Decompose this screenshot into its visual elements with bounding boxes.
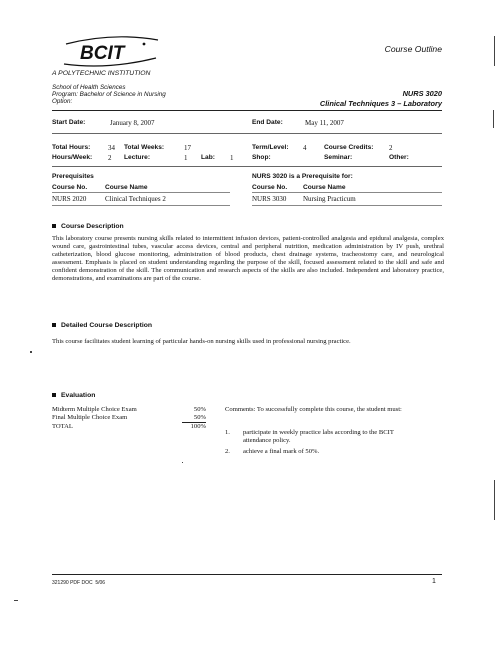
section-bullet-icon xyxy=(52,224,56,228)
eval-item-number: 2. xyxy=(225,448,230,455)
tagline: A POLYTECHNIC INSTITUTION xyxy=(52,70,151,77)
term-level-value: 4 xyxy=(303,144,307,152)
eval-row-midterm-label: Midterm Multiple Choice Exam xyxy=(52,406,137,413)
footer-divider xyxy=(52,574,442,575)
eval-comments-intro: Comments: To successfully complete this course, the student must: xyxy=(225,406,402,413)
prereq-course-no-header: Course No. xyxy=(52,184,88,191)
eval-row-total-label: TOTAL xyxy=(52,423,73,430)
course-description-text: This laboratory course presents nursing skills related to intermittent infusion devices, patient-controlled analgesia and epidural analgesia, complex wound care, gastrointestinal tubes, vascular access devices, central and peripheral nutrition, medication administration by IV push, urethral catheterization, blood glucose monitoring, administration of blood products, chest drainage systems, tracheostomy care, and neurological assessment. Emphasis is placed on student understanding regarding the purpose of the skill, focused assessment related to the skill and safe and confident demonstration of the skill. The communication and research aspects of the skills are also included. Independent and laboratory practice, demonstrations, and examinations are part of the course. xyxy=(52,235,444,283)
hours-week-label: Hours/Week: xyxy=(52,154,93,161)
prerequisites-title: Prerequisites xyxy=(52,173,94,180)
header-divider xyxy=(52,110,442,111)
section-bullet-icon xyxy=(52,323,56,327)
shop-label: Shop: xyxy=(252,154,271,161)
scan-speck xyxy=(30,351,32,353)
eval-item-text: participate in weekly practice labs according to the BCIT attendance policy. xyxy=(243,429,394,444)
lab-label: Lab: xyxy=(201,154,215,161)
eval-item-number: 1. xyxy=(225,429,230,436)
scan-speck xyxy=(14,600,18,601)
course-credits-label: Course Credits: xyxy=(324,144,374,151)
prereq-for-course-name: Nursing Practicum xyxy=(303,195,356,203)
program-name: Program: Bachelor of Science in Nursing xyxy=(52,91,166,98)
hours-divider xyxy=(52,166,442,167)
eval-row-final-value: 50% xyxy=(193,414,206,421)
scan-speck xyxy=(182,462,183,463)
prereq-course-no: NURS 2020 xyxy=(52,195,87,203)
scan-edge-mark xyxy=(493,110,494,128)
logo-text: BCIT xyxy=(80,43,125,64)
scan-edge-mark xyxy=(494,36,495,66)
prereq-course-name: Clinical Techniques 2 xyxy=(105,195,166,203)
course-credits-value: 2 xyxy=(389,144,393,152)
end-date-value: May 11, 2007 xyxy=(305,119,344,127)
evaluation-heading: Evaluation xyxy=(52,392,95,399)
prereq-for-course-no: NURS 3030 xyxy=(252,195,287,203)
course-title: Clinical Techniques 3 – Laboratory xyxy=(319,99,442,108)
term-level-label: Term/Level: xyxy=(252,144,289,151)
section-bullet-icon xyxy=(52,393,56,397)
footer-doc-id: 321290 PDF DOC 5/06 xyxy=(52,580,106,586)
eval-row-midterm-value: 50% xyxy=(193,406,206,413)
total-hours-label: Total Hours: xyxy=(52,144,91,151)
prereq-bottom-rule xyxy=(52,205,230,206)
hours-week-value: 2 xyxy=(108,154,112,162)
eval-row-total-value: 100% xyxy=(190,423,206,430)
lecture-label: Lecture: xyxy=(124,154,151,161)
other-label: Other: xyxy=(389,154,409,161)
school-name: School of Health Sciences xyxy=(52,84,126,91)
lab-value: 1 xyxy=(230,154,234,162)
bcit-logo xyxy=(58,30,168,70)
prereq-for-title: NURS 3020 is a Prerequisite for: xyxy=(252,173,353,180)
prereq-for-header-rule xyxy=(252,192,442,193)
prereq-for-course-no-header: Course No. xyxy=(252,184,288,191)
eval-item-text: achieve a final mark of 50%. xyxy=(243,448,320,455)
detailed-description-text: This course facilitates student learning of particular hands-on nursing skills used in professional nursing practice. xyxy=(52,338,351,345)
doc-type: Course Outline xyxy=(384,44,442,54)
dates-divider xyxy=(52,133,442,134)
prereq-course-name-header: Course Name xyxy=(105,184,148,191)
prereq-for-course-name-header: Course Name xyxy=(303,184,346,191)
detailed-description-heading: Detailed Course Description xyxy=(52,322,152,329)
end-date-label: End Date: xyxy=(252,119,283,126)
course-code: NURS 3020 xyxy=(402,89,442,98)
footer-page-number: 1 xyxy=(432,578,436,585)
prereq-header-rule xyxy=(52,192,230,193)
total-hours-value: 34 xyxy=(108,144,115,152)
seminar-label: Seminar: xyxy=(324,154,353,161)
prereq-for-bottom-rule xyxy=(252,205,442,206)
scan-edge-mark xyxy=(494,480,495,520)
total-weeks-label: Total Weeks: xyxy=(124,144,165,151)
course-description-heading: Course Description xyxy=(52,223,124,230)
eval-row-final-label: Final Multiple Choice Exam xyxy=(52,414,128,421)
lecture-value: 1 xyxy=(184,154,188,162)
start-date-value: January 8, 2007 xyxy=(110,119,155,127)
start-date-label: Start Date: xyxy=(52,119,86,126)
total-weeks-value: 17 xyxy=(184,144,191,152)
option-label: Option: xyxy=(52,98,73,105)
